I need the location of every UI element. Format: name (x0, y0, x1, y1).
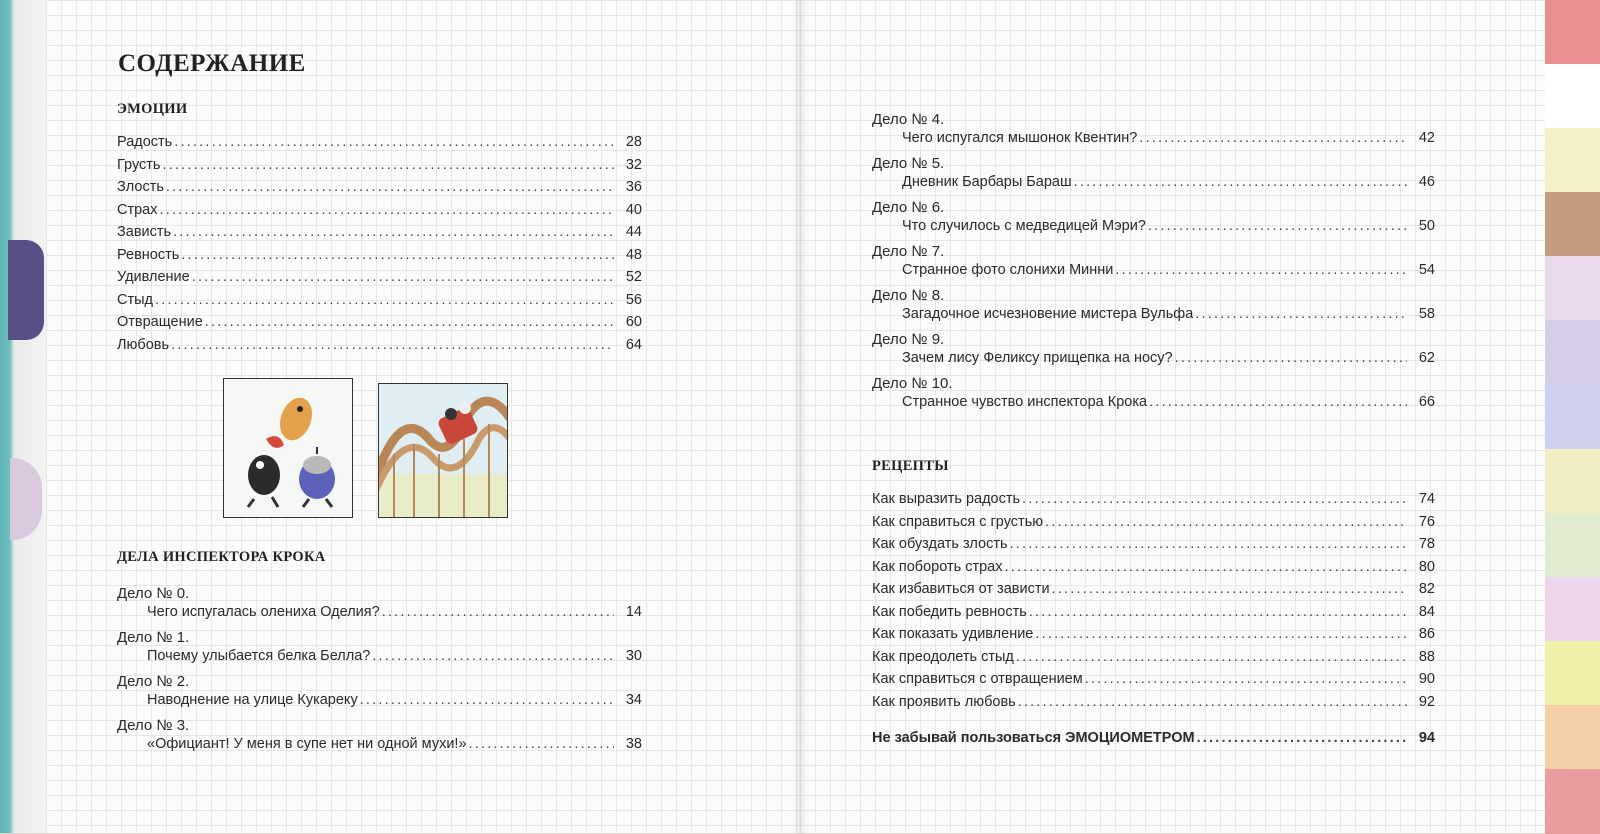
toc-leader-dots (171, 337, 614, 353)
toc-leader-dots (360, 692, 614, 708)
toc-leader-dots (1195, 306, 1407, 322)
case-entry (117, 672, 642, 716)
toc-label: Как проявить любовь (872, 693, 1016, 710)
toc-leader-dots (192, 269, 614, 285)
toc-row (117, 314, 642, 337)
toc-row (872, 730, 1435, 753)
case-entry (872, 286, 1435, 330)
case-number: Дело № 4. (872, 111, 945, 128)
toc-label: Отвращение (117, 314, 203, 330)
toc-leader-dots (1197, 730, 1407, 746)
recipes-heading: РЕЦЕПТЫ (872, 458, 949, 474)
toc-row (872, 694, 1435, 717)
toc-row (872, 671, 1435, 694)
toc-leader-dots (1022, 491, 1407, 507)
toc-leader-dots (1074, 174, 1407, 190)
toc-row (872, 626, 1435, 649)
toc-leader-dots (1149, 394, 1407, 410)
emotions-heading: ЭМОЦИИ (117, 101, 188, 117)
toc-page-number: 82 (1418, 581, 1435, 597)
toc-row (117, 179, 642, 202)
toc-page-number: 74 (1418, 491, 1435, 507)
toc-row (872, 604, 1435, 627)
toc-page-number: 28 (625, 134, 642, 150)
toc-label: Любовь (117, 336, 170, 353)
toc-leader-dots (166, 179, 614, 195)
toc-page-number: 34 (625, 692, 642, 708)
toc-label: Не забывай пользоваться ЭМОЦИОМЕТРОМ (872, 730, 1195, 746)
toc-label: Дневник Барбары Бараш (902, 174, 1072, 190)
case-entry (872, 242, 1435, 286)
toc-page-number: 64 (625, 336, 642, 353)
color-strip (1545, 256, 1600, 321)
toc-leader-dots (1148, 218, 1407, 234)
book-gutter (792, 0, 808, 833)
toc-page-number: 84 (1418, 603, 1435, 620)
color-strip (1545, 449, 1600, 514)
toc-label: Стыд (117, 291, 153, 308)
toc-leader-dots (162, 157, 614, 173)
toc-row (117, 224, 642, 247)
toc-leader-dots (1035, 626, 1407, 642)
toc-page-number: 44 (625, 224, 642, 240)
toc-page-number: 76 (1418, 513, 1435, 530)
toc-row (872, 350, 1435, 374)
toc-page-number: 30 (625, 648, 642, 664)
illustration-roller-coaster (378, 383, 508, 518)
toc-page-number: 60 (625, 314, 642, 330)
case-number: Дело № 10. (872, 375, 953, 392)
toc-leader-dots (372, 648, 614, 664)
book-cover-edge (0, 0, 48, 833)
color-strip (1545, 320, 1600, 385)
toc-page-number: 78 (1418, 536, 1435, 552)
toc-leader-dots (1029, 604, 1407, 620)
toc-label: Как побороть страх (872, 558, 1003, 575)
toc-row (872, 514, 1435, 537)
toc-label: Удивление (117, 269, 190, 285)
purple-index-tab (8, 240, 44, 340)
recipes-list (872, 491, 1435, 716)
toc-label: Злость (117, 179, 164, 195)
illustration-dancing-monsters (223, 378, 353, 518)
toc-row (872, 649, 1435, 672)
toc-row (872, 130, 1435, 154)
toc-row (872, 491, 1435, 514)
toc-page-number: 90 (1418, 671, 1435, 687)
toc-row (117, 736, 642, 760)
cases-list-left (117, 584, 642, 760)
toc-row (117, 157, 642, 180)
toc-leader-dots (155, 292, 614, 308)
toc-label: Наводнение на улице Кукареку (147, 692, 358, 708)
toc-leader-dots (160, 202, 615, 218)
toc-label: Странное чувство инспектора Крока (902, 394, 1148, 410)
case-number: Дело № 3. (117, 717, 190, 734)
case-entry (872, 198, 1435, 242)
toc-label: Как избавиться от зависти (872, 581, 1050, 597)
toc-page-number: 62 (1418, 350, 1435, 366)
toc-label: Зачем лису Феликсу прищепка на носу? (902, 350, 1173, 366)
case-number: Дело № 1. (117, 629, 190, 646)
case-number: Дело № 7. (872, 243, 945, 260)
toc-row (117, 247, 642, 270)
toc-page-number: 66 (1418, 394, 1435, 410)
toc-leader-dots (1085, 671, 1407, 687)
toc-label: Как показать удивление (872, 626, 1034, 642)
toc-leader-dots (1052, 581, 1407, 597)
toc-leader-dots (181, 247, 614, 263)
toc-page-number: 88 (1418, 648, 1435, 665)
toc-page-number: 80 (1418, 558, 1435, 575)
toc-page-number: 14 (625, 604, 642, 620)
toc-page-number: 54 (1418, 262, 1435, 278)
toc-label: Радость (117, 134, 173, 150)
toc-row (872, 174, 1435, 198)
toc-leader-dots (1016, 649, 1407, 665)
case-number: Дело № 9. (872, 331, 945, 348)
toc-leader-dots (1018, 694, 1407, 710)
cases-list-right (872, 110, 1435, 418)
toc-row (117, 292, 642, 315)
toc-row (872, 218, 1435, 242)
toc-leader-dots (382, 604, 614, 620)
toc-row (872, 394, 1435, 418)
toc-page-number: 52 (625, 269, 642, 285)
case-entry (117, 716, 642, 760)
toc-label: Загадочное исчезновение мистера Вульфа (902, 306, 1194, 322)
toc-page-number: 32 (625, 156, 642, 173)
toc-row (117, 604, 642, 628)
color-strip (1545, 128, 1600, 193)
toc-label: Страх (117, 201, 158, 218)
toc-row (117, 269, 642, 292)
toc-page-number: 56 (625, 291, 642, 308)
case-entry (872, 374, 1435, 418)
cases-heading: ДЕЛА ИНСПЕКТОРА КРОКА (117, 549, 326, 565)
color-strip (1545, 641, 1600, 706)
toc-leader-dots (1139, 130, 1407, 146)
toc-label: Как справиться с грустью (872, 513, 1044, 530)
case-number: Дело № 6. (872, 199, 945, 216)
toc-label: Как справиться с отвращением (872, 671, 1083, 687)
toc-row (872, 581, 1435, 604)
color-strip (1545, 577, 1600, 642)
toc-row (872, 306, 1435, 330)
toc-leader-dots (205, 314, 614, 330)
toc-row (117, 648, 642, 672)
case-entry (872, 330, 1435, 374)
toc-page-number: 48 (625, 246, 642, 263)
toc-row (117, 202, 642, 225)
toc-label: Как обуздать злость (872, 536, 1008, 552)
toc-label: Чего испугалась олениха Оделия? (147, 604, 380, 620)
toc-row (117, 692, 642, 716)
toc-page-number: 92 (1418, 693, 1435, 710)
toc-leader-dots (469, 736, 614, 752)
color-strip (1545, 0, 1600, 65)
case-entry (117, 584, 642, 628)
color-strip (1545, 705, 1600, 770)
toc-label: Как преодолеть стыд (872, 648, 1014, 665)
color-strip (1545, 64, 1600, 129)
toc-leader-dots (1175, 350, 1407, 366)
case-entry (117, 628, 642, 672)
toc-page-number: 42 (1418, 130, 1435, 146)
toc-label: Чего испугался мышонок Квентин? (902, 130, 1138, 146)
case-number: Дело № 5. (872, 155, 945, 172)
toc-leader-dots (1010, 536, 1407, 552)
toc-row (872, 559, 1435, 582)
toc-page-number: 46 (1418, 174, 1435, 190)
toc-page-number: 94 (1418, 730, 1435, 746)
color-strip (1545, 513, 1600, 578)
color-strip (1545, 769, 1600, 834)
toc-label: Как выразить радость (872, 491, 1021, 507)
toc-page-number: 86 (1418, 626, 1435, 642)
case-entry (872, 154, 1435, 198)
case-number: Дело № 8. (872, 287, 945, 304)
toc-label: Что случилось с медведицей Мэри? (902, 218, 1146, 234)
toc-page-number: 36 (625, 179, 642, 195)
toc-row (872, 262, 1435, 286)
toc-label: Грусть (117, 156, 161, 173)
toc-row (117, 134, 642, 157)
toc-label: «Официант! У меня в супе нет ни одной мухи!» (147, 736, 467, 752)
toc-leader-dots (1115, 262, 1407, 278)
case-number: Дело № 2. (117, 673, 190, 690)
page-title: СОДЕРЖАНИЕ (118, 50, 306, 77)
toc-label: Почему улыбается белка Белла? (147, 648, 371, 664)
toc-leader-dots (174, 134, 614, 150)
emotiometer-entry (872, 730, 1435, 753)
toc-leader-dots (1004, 559, 1407, 575)
color-strip (1545, 384, 1600, 449)
toc-label: Зависть (117, 224, 172, 240)
toc-label: Странное фото слонихи Минни (902, 262, 1114, 278)
toc-row (117, 337, 642, 360)
toc-leader-dots (173, 224, 614, 240)
color-strip (1545, 192, 1600, 257)
toc-leader-dots (1045, 514, 1407, 530)
toc-row (872, 536, 1435, 559)
toc-label: Как победить ревность (872, 603, 1027, 620)
case-entry (872, 110, 1435, 154)
toc-page-number: 58 (1418, 306, 1435, 322)
toc-page-number: 38 (625, 736, 642, 752)
emotions-list (117, 134, 642, 359)
toc-page-number: 40 (625, 201, 642, 218)
toc-label: Ревность (117, 246, 180, 263)
toc-page-number: 50 (1418, 218, 1435, 234)
case-number: Дело № 0. (117, 585, 190, 602)
